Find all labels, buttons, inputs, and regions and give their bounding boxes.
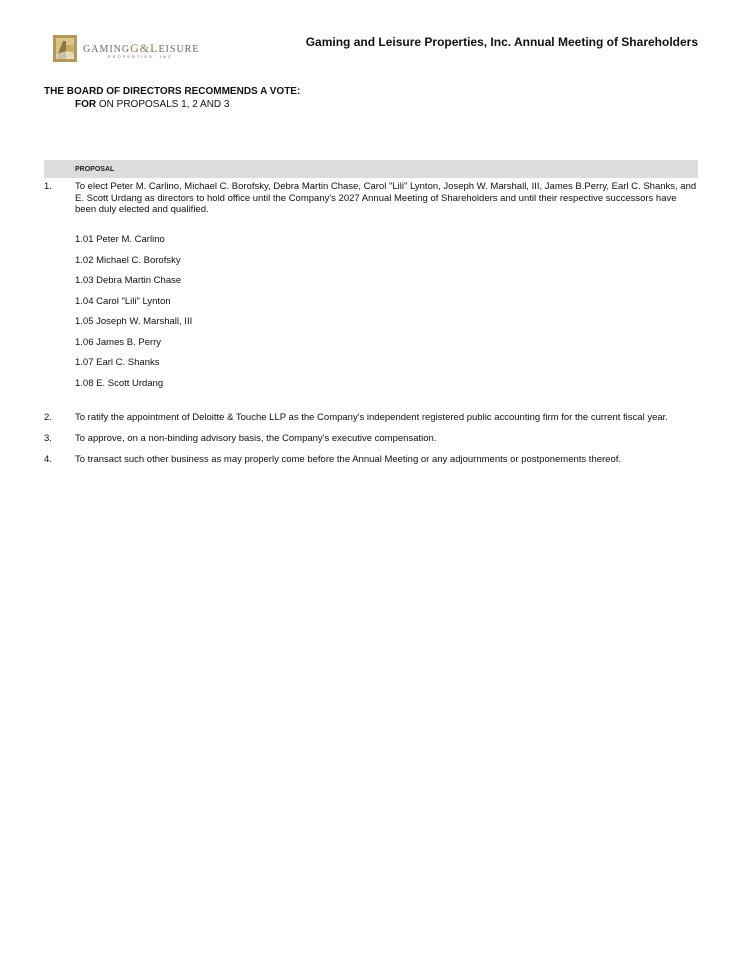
for-label: FOR xyxy=(75,99,97,110)
proposal-2-text: To ratify the appointment of Deloitte & Touche LLP as the Company's independent registered public accounting firm for the current fiscal year. xyxy=(75,412,668,423)
proposal-header-label: PROPOSAL xyxy=(75,166,115,173)
nominee-item: 1.07 Earl C. Shanks xyxy=(75,357,160,368)
logo-subtext: PROPERTIES, INC xyxy=(108,54,173,59)
proposal-header-bar xyxy=(44,160,698,178)
logo-mark-icon xyxy=(53,35,77,62)
proposal-3-text: To approve, on a non-binding advisory basis, the Company's executive compensation. xyxy=(75,433,437,444)
proposal-4-number: 4. xyxy=(44,454,52,465)
nominee-item: 1.06 James B. Perry xyxy=(75,337,162,348)
nominee-item: 1.02 Michael C. Borofsky xyxy=(75,255,181,266)
company-logo xyxy=(53,35,200,63)
page-title: Gaming and Leisure Properties, Inc. Annual Meeting of Shareholders xyxy=(305,35,698,49)
nominee-item: 1.04 Carol "Lili" Lynton xyxy=(75,296,171,307)
proposal-1-number: 1. xyxy=(44,181,52,192)
board-recommendation-detail xyxy=(75,99,230,110)
nominee-item: 1.05 Joseph W. Marshall, III xyxy=(75,316,193,327)
nominee-item: 1.08 E. Scott Urdang xyxy=(75,378,164,389)
nominee-item: 1.01 Peter M. Carlino xyxy=(75,234,165,245)
proposal-2-number: 2. xyxy=(44,412,52,423)
board-recommendation-heading: THE BOARD OF DIRECTORS RECOMMENDS A VOTE: xyxy=(44,86,301,97)
proposal-4-text: To transact such other business as may properly come before the Annual Meeting or any adjournments or postponements thereof. xyxy=(75,454,622,465)
for-rest: ON PROPOSALS 1, 2 AND 3 xyxy=(96,99,230,110)
nominee-item: 1.03 Debra Martin Chase xyxy=(75,275,182,286)
proposal-1-text: To elect Peter M. Carlino, Michael C. Borofsky, Debra Martin Chase, Carol "Lili" Lynton, Joseph W. Marshall, III, James B.Perry, Earl C. Shanks, and E. Scott Urdang as directors to hold office until the Company's 2027 Annual Meeting of Shareholders and until their respective successors have been duly elected and qualified. xyxy=(75,181,697,215)
proposal-3-number: 3. xyxy=(44,433,52,444)
logo-wordmark: GAMINGG&LEISURE xyxy=(83,41,200,55)
